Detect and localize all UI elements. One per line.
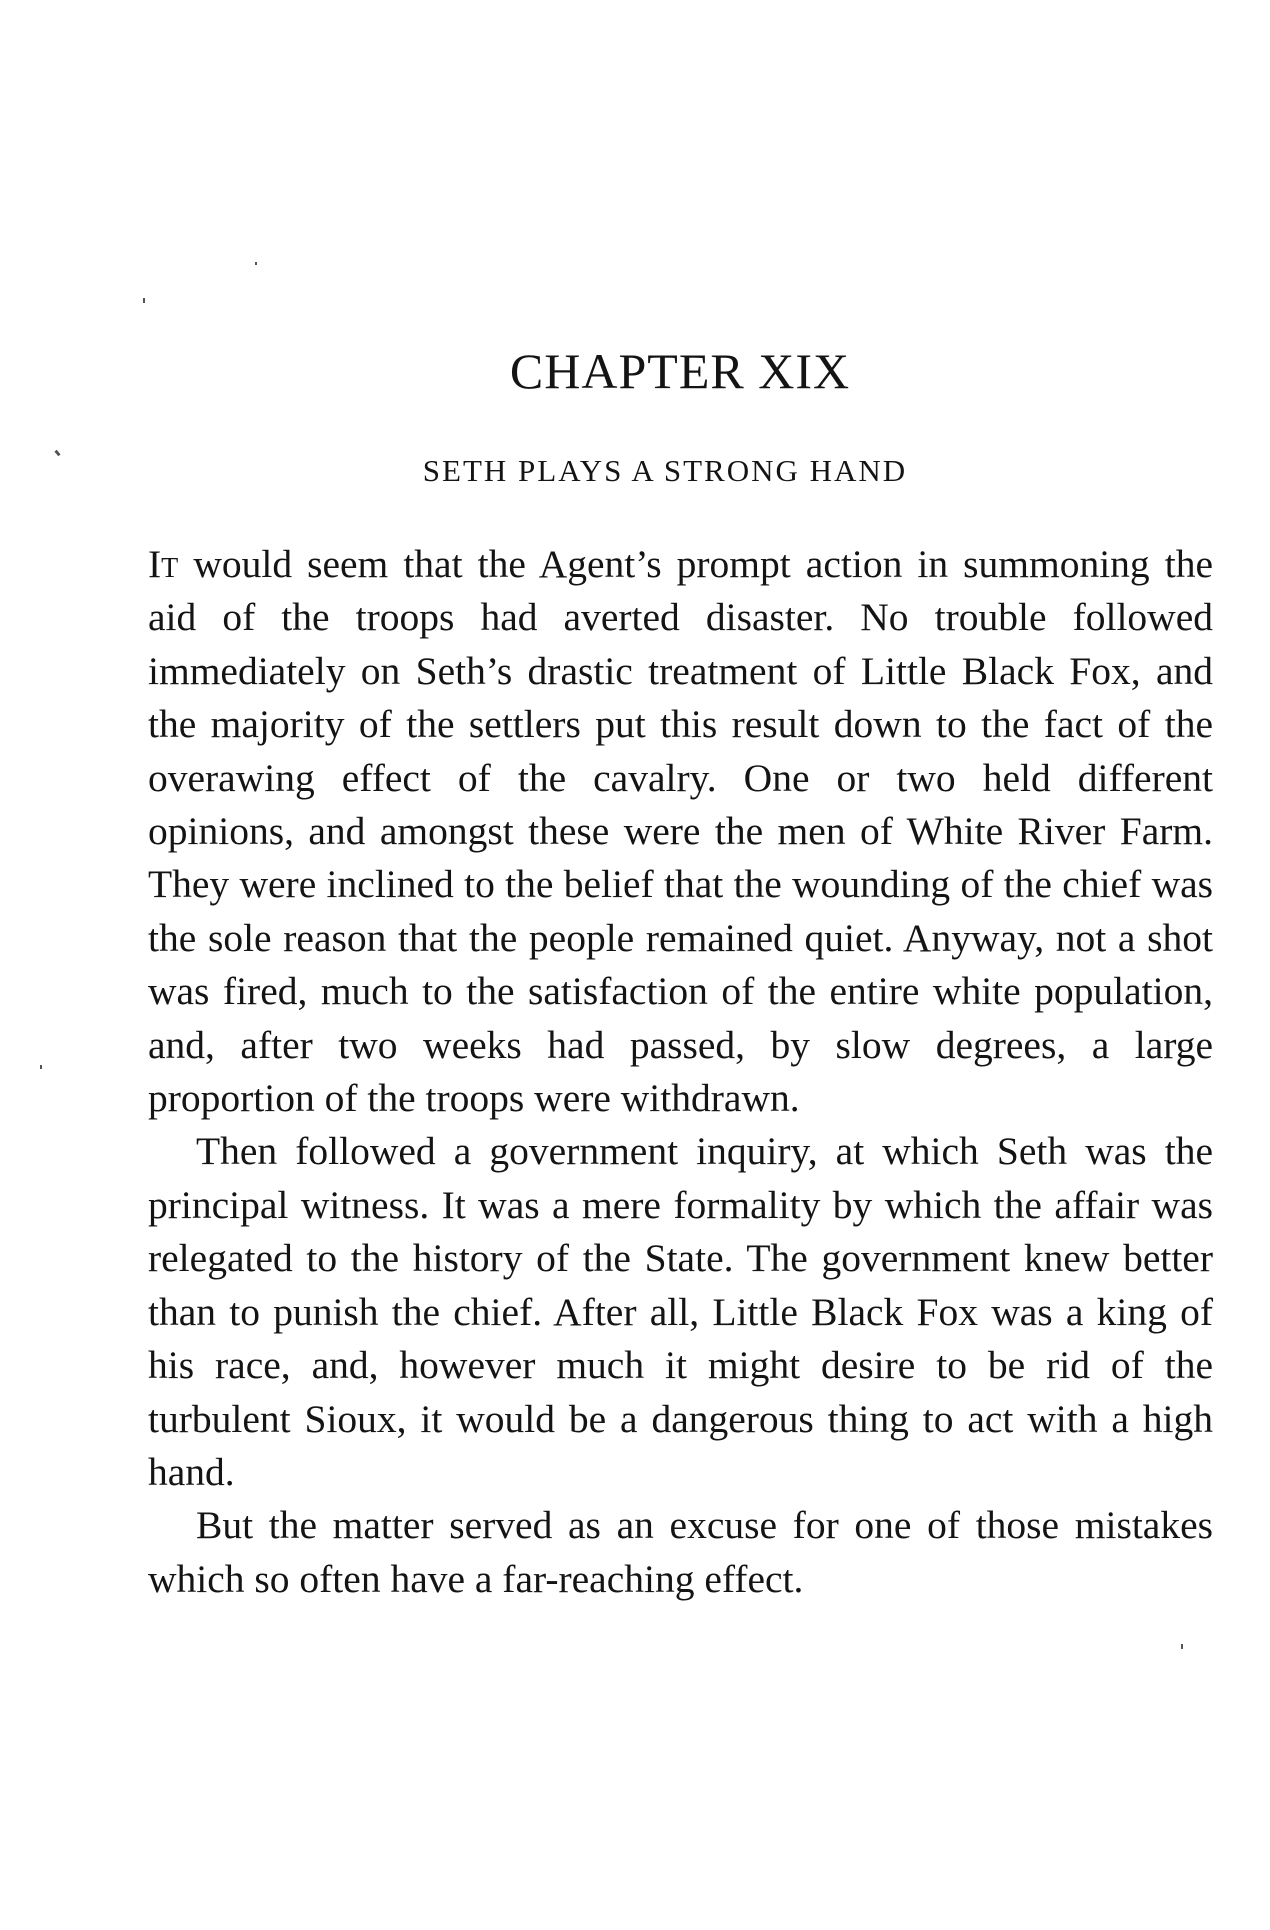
print-speck xyxy=(40,1065,42,1069)
paragraph-1-text: would seem that the Agent’s prompt action in summoning the aid of the troops had averted disaster. No trouble followed immediately on Seth’s drastic treatment of Little Black Fox, and the majority of the settlers put this result down to the fact of the overawing effect of the cavalry. One or two held different opinions, and amongst these were the men of White River Farm. They were inclined to the belief that the wounding of the chief was the sole reason that the people remained quiet. Anyway, not a shot was fired, much to the satisfaction of the entire white population, and, after two weeks had passed, by slow degrees, a large proportion of the troops were withdrawn. xyxy=(148,542,1213,1121)
drop-word: It xyxy=(148,542,179,586)
paragraph-3 xyxy=(148,1499,1213,1606)
chapter-body xyxy=(148,538,1213,1606)
paragraph-2-text: Then followed a government inquiry, at which Seth was the principal witness. It was a mere formality by which the affair was relegated to the history of the State. The government knew better than to punish the chief. After all, Little Black Fox was a king of his race, and, however much it might desire to be rid of the turbulent Sioux, it would be a dangerous thing to act with a high hand. xyxy=(148,1129,1213,1494)
print-speck xyxy=(143,298,145,303)
paragraph-1 xyxy=(148,538,1213,1125)
chapter-title: CHAPTER XIX xyxy=(509,343,851,399)
print-speck xyxy=(255,262,257,265)
chapter-subtitle: SETH PLAYS A STRONG HAND xyxy=(422,453,908,488)
print-speck xyxy=(1181,1644,1183,1649)
paragraph-2 xyxy=(148,1125,1213,1499)
paragraph-3-text: But the matter served as an excuse for one of those mistakes which so often have a far-reaching effect. xyxy=(148,1503,1213,1601)
